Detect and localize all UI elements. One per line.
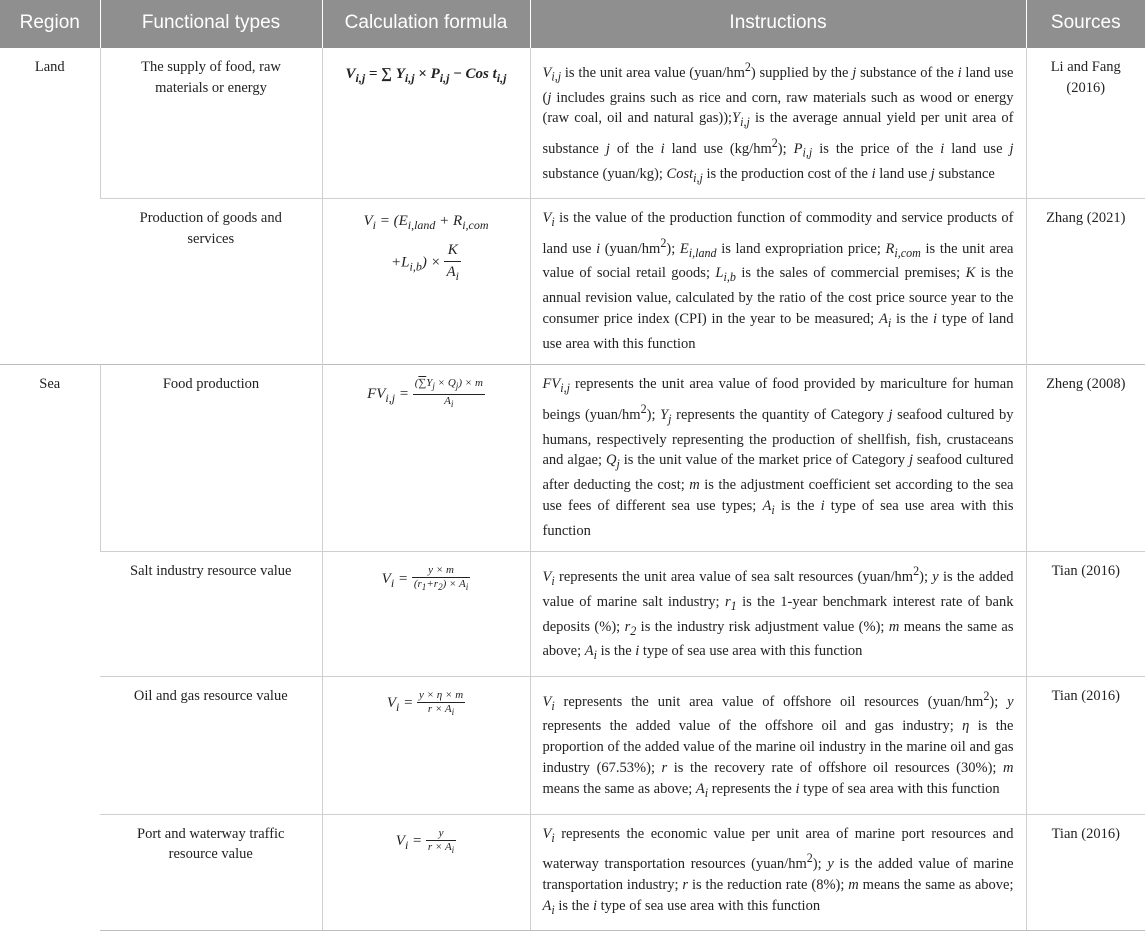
region-land: Land: [34, 59, 65, 75]
table-row: [0, 814, 1145, 931]
instructions: $FV_{i,j}$ represents the unit area value of food provided by mariculture for human beings $(yuan/hm^2)$; $Y_j$ represents the quantity of Category j seafood cultured by humans, respectively representing the production of shellfish, fish, crustaceans and algae; $Q_j$ is the unit value of the market price of Category j seafood cultured after deducting the cost; m is the adjustment coefficient set according to the sea use fees of different sea use types; $A_i$ is the i type of sea use area with this function: [530, 365, 1026, 552]
functional-type: Oil and gas resource value: [100, 676, 322, 814]
table-row: [0, 365, 1145, 552]
table-row: [0, 552, 1145, 677]
instructions: $V_i$ is the value of the production function of commodity and service products of land use i $(yuan/hm^2)$; $E_{i,land}$ is land expropriation price; $R_{i,com}$ is the unit area value of social retail goods; $L_{i,b}$ is the sales of commercial premises; K is the annual revision value, calculated by the ratio of the cost price source year to the consumer price index (CPI) in the year to be measured; $A_i$ is the i type of land use area with this function: [530, 199, 1026, 365]
source: Tian (2016): [1026, 676, 1145, 814]
formula: $V_i = (E_{i,land} + R_{i,com}$ $+L_{i,b}$) × $\frac{K}{A_i}$: [322, 199, 530, 365]
instructions: $V_i$ represents the unit area value of offshore oil resources $(yuan/hm^2)$; y represents the added value of the offshore oil and gas industry; η is the proportion of the added value of the marine oil industry in the marine oil and gas industry (67.53%); r is the recovery rate of offshore oil resources (30%); m means the same as above; $A_i$ represents the i type of sea area with this function: [530, 676, 1026, 814]
formula: $FV_{i,j}$ = $\frac{(\sum Y_j \times Q_j) \times m}{A_i}$: [322, 365, 530, 552]
formula: $V_i$ = $\frac{y \times m}{(r_1+r_2) \times A_i}$: [322, 552, 530, 677]
header-row: [0, 0, 1145, 48]
formula: $V_{i,j}$ = ∑ $Y_{i,j} \times P_{i,j}$ − Cos $t_{i,j}$: [322, 48, 530, 199]
functional-type: Salt industry resource value: [100, 552, 322, 677]
header-instructions: Instructions: [530, 0, 1026, 48]
instructions: $V_i$ represents the economic value per unit area of marine port resources and waterway transportation resources $(yuan/hm^2)$; y is the added value of marine transportation industry; r is the reduction rate (8%); m means the same as above; $A_i$ is the i type of sea use area with this function: [530, 814, 1026, 931]
region-sea: Sea: [0, 365, 100, 931]
instructions: $V_{i,j}$ is the unit area value $(yuan/hm^2)$ supplied by the j substance of the i land use (j includes grains such as rice and corn, raw materials such as wood or energy (raw coal, oil and natural $gas));Y_{i,j}$ is the average annual yield per unit area of substance j of the i land use $(kg/hm^2)$; $P_{i,j}$ is the price of the i land use j substance (yuan/kg); Cost$_{i,j}$ is the production cost of the i land use j substance: [530, 48, 1026, 199]
table-row: [0, 199, 1145, 365]
table-row: [0, 676, 1145, 814]
header-functional-types: Functional types: [100, 0, 322, 48]
header-region: Region: [0, 0, 100, 48]
header-sources: Sources: [1026, 0, 1145, 48]
formula: $V_i$ = $\frac{y \times \eta \times m}{r \times A_i}$: [322, 676, 530, 814]
functional-type: The supply of food, raw materials or energy: [100, 48, 322, 199]
instructions: $V_i$ represents the unit area value of sea salt resources $(yuan/hm^2)$; y is the added value of marine salt industry; $r_1$ is the 1-year benchmark interest rate of bank deposits (%); $r_2$ is the industry risk adjustment value (%); m means the same as above; $A_i$ is the i type of sea use area with this function: [530, 552, 1026, 677]
functional-type: Port and waterway traffic resource value: [100, 814, 322, 931]
source: Tian (2016): [1026, 814, 1145, 931]
functional-type: Production of goods and services: [100, 199, 322, 365]
functional-type: Food production: [100, 365, 322, 552]
header-calculation-formula: Calculation formula: [322, 0, 530, 48]
source: Zheng (2008): [1026, 365, 1145, 552]
formula: $V_i$ = $\frac{y}{r \times A_i}$: [322, 814, 530, 931]
source: Tian (2016): [1026, 552, 1145, 677]
source: Zhang (2021): [1026, 199, 1145, 365]
source: Li and Fang (2016): [1026, 48, 1145, 199]
table-row: [0, 48, 1145, 199]
